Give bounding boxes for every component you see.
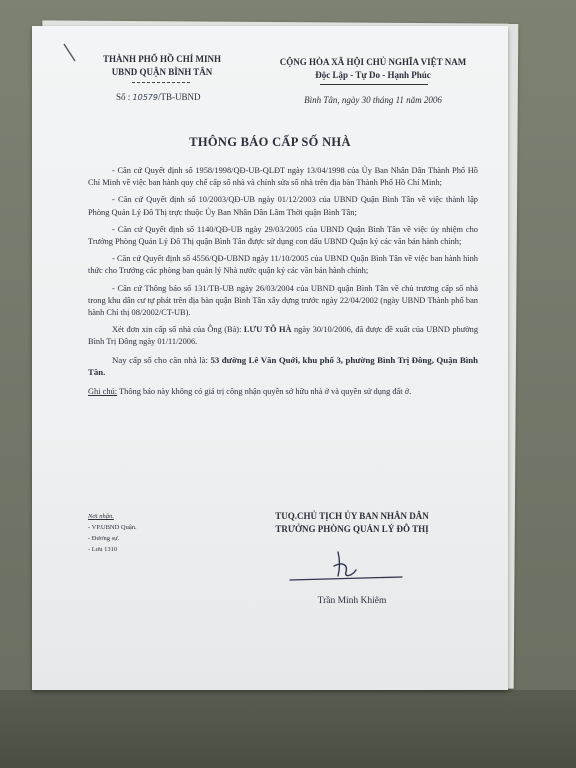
request-lead: Xét đơn xin cấp số nhà của Ông (Bà): <box>112 325 242 335</box>
recipients-block <box>88 511 198 555</box>
header-motto: Độc Lập - Tự Do - Hạnh Phúc <box>315 70 431 80</box>
document-sheet <box>32 26 508 690</box>
number-handwritten: 10579 <box>132 93 158 102</box>
header-republic: CỘNG HÒA XÃ HỘI CHỦ NGHĨA VIỆT NAM <box>279 57 467 67</box>
header-left-dashes <box>132 82 190 83</box>
number-suffix: /TB-UBND <box>157 92 201 102</box>
document-number <box>116 92 200 102</box>
header-city: THÀNH PHỐ HỒ CHÍ MINH <box>102 54 221 64</box>
note-paragraph <box>88 386 478 398</box>
document-title: THÔNG BÁO CẤP SỐ NHÀ <box>189 135 351 149</box>
applicant-name: LƯU TÔ HÀ <box>243 325 292 335</box>
grant-paragraph <box>88 354 478 378</box>
recipients-label: Nơi nhận. <box>88 513 114 520</box>
request-rest: ngày 30/10/2006, đã được đề xuất của UBND phường Bình Trị Đông ngày 01/11/2006. <box>88 325 479 347</box>
number-prefix: Số : <box>116 92 131 102</box>
header-district: UBND QUẬN BÌNH TÂN <box>111 67 213 77</box>
grant-lead: Nay cấp số cho căn nhà là: <box>112 354 208 365</box>
table-edge <box>0 690 576 768</box>
basis-paragraph-1: - Căn cứ Quyết định số 1958/1998/QĐ-UB-QLĐT ngày 13/04/1998 của Ủy Ban Nhân Dân Thành Phố Hồ Chí Minh về việc ban hành quy chế cấp số nhà và chỉnh sửa số nhà trên địa bàn Thành Phố Hồ Chí Minh; <box>88 166 478 188</box>
motto-underline <box>320 84 428 85</box>
handwritten-signature-icon <box>282 546 412 586</box>
signature-authority: TUQ.CHỦ TỊCH ỦY BAN NHÂN DÂN <box>275 511 429 521</box>
staple-mark-icon <box>62 42 78 64</box>
basis-paragraph-3: - Căn cứ Quyết định số 1140/QĐ-UB ngày 29/03/2005 của UBND Quận Bình Tân về việc ủy nhiệm cho Trưởng Phòng Quản Lý Đô Thị quận Bình Tân được sử dụng con dấu UBND Quận ký các văn bản hành chính; <box>88 224 478 247</box>
recipient-item: - VP.UBND Quận. <box>88 524 137 531</box>
document-body <box>88 165 478 403</box>
recipient-item: - Đương sự. <box>88 535 120 542</box>
header-date: Bình Tân, ngày 30 tháng 11 năm 2006 <box>304 95 442 105</box>
granted-address: 53 đường Lê Văn Quới, khu phố 3, phường Bình Trị Đông, Quận Bình Tân. <box>88 354 478 377</box>
signer-name: Trần Minh Khiêm <box>317 596 387 606</box>
signature-position: TRƯỞNG PHÒNG QUẢN LÝ ĐÔ THỊ <box>275 524 429 534</box>
recipient-item: - Lưu 1310 <box>88 546 118 553</box>
basis-paragraph-4: - Căn cứ Quyết định số 4556/QĐ-UBND ngày 11/10/2005 của UBND Quận Bình Tân về việc ban hành hình thức cho Trưởng các phòng ban quản lý Nhà nước quận ký các văn bản hành chính; <box>88 254 478 276</box>
note-label: Ghi chú: <box>88 387 118 397</box>
request-paragraph <box>88 324 478 348</box>
note-text: Thông báo này không có giá trị công nhận quyền sở hữu nhà ở và quyền sử dụng đất ở. <box>119 387 412 397</box>
basis-paragraph-2: - Căn cứ Quyết định số 10/2003/QĐ-UB ngày 01/12/2003 của UBND Quận Bình Tân về việc thành lập Phòng Quản Lý Đô Thị trực thuộc Ủy Ban Nhân Dân Lâm Thời quận Bình Tân; <box>88 195 478 217</box>
basis-paragraph-5: - Căn cứ Thông báo số 131/TB-UB ngày 26/03/2004 của UBND quận Bình Tân về chủ trương cấp số nhà trong khu dân cư tự phát trên địa bàn quận Bình Tân xây dựng trước ngày 22/04/2002 (ngày UBND Thành phố ban hành Chỉ thị 08/2002/CT-UB). <box>88 283 478 318</box>
